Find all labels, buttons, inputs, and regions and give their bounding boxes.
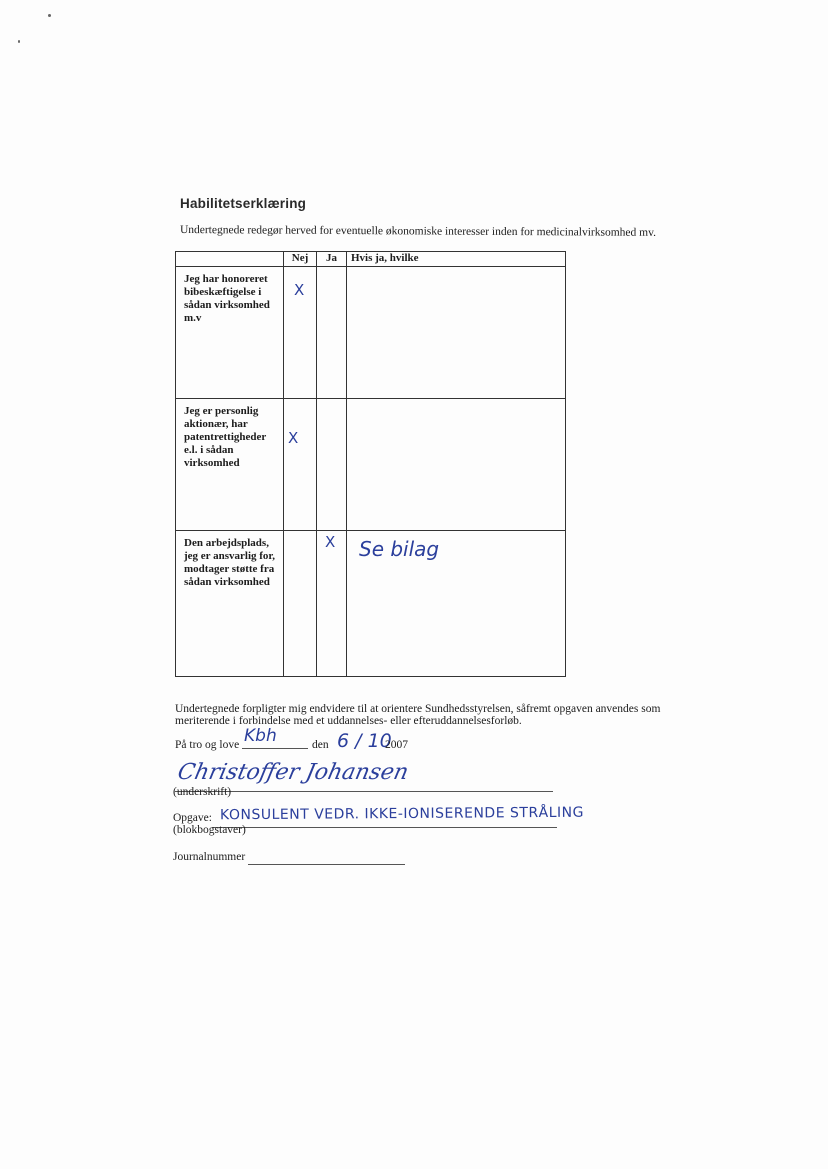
- year-text: 2007: [385, 739, 408, 751]
- opgave-sublabel: (blokbogstaver): [173, 824, 246, 836]
- header-hvilke: Hvis ja, hvilke: [347, 252, 566, 267]
- header-ja: Ja: [317, 252, 347, 267]
- question-cell: Den arbejdsplads, jeg er ansvarlig for, modtager støtte fra sådan virksomhed: [176, 531, 284, 677]
- place-value: Kbh: [244, 726, 277, 746]
- question-cell: Jeg har honoreret bibeskæftigelse i sådan virksomhed m.v: [176, 267, 284, 399]
- nej-cell[interactable]: [284, 267, 317, 399]
- journal-field[interactable]: [248, 853, 405, 865]
- header-blank: [176, 252, 284, 267]
- table-header-row: [176, 252, 566, 267]
- hvilke-cell[interactable]: [347, 399, 566, 531]
- signature-field[interactable]: [175, 779, 553, 792]
- ja-cell[interactable]: [317, 267, 347, 399]
- ja-cell[interactable]: [317, 399, 347, 531]
- header-nej: Nej: [284, 252, 317, 267]
- intro-text: Undertegnede redegør herved for eventuelle økonomiske interesser inden for medicinalvirksomhed mv.: [179, 224, 657, 239]
- den-label: den: [312, 739, 329, 751]
- scan-speck: [18, 40, 20, 43]
- obligation-paragraph: Undertegnede forpligter mig endvidere til at orientere Sundhedsstyrelsen, såfremt opgaven anvendes som meriterende i forbindelse med et uddannelses- eller efteruddannelsesforløb.: [175, 703, 661, 727]
- checkmark-x: X: [325, 533, 336, 551]
- table-row: [176, 267, 566, 399]
- nej-cell[interactable]: [284, 399, 317, 531]
- scan-speck: [48, 14, 51, 17]
- document-title: Habilitetserklæring: [180, 196, 307, 211]
- hvilke-cell[interactable]: [347, 267, 566, 399]
- checkmark-x: X: [288, 429, 299, 447]
- date-value: 6 / 10: [337, 730, 392, 752]
- table-row: [176, 399, 566, 531]
- nej-cell[interactable]: [284, 531, 317, 677]
- question-cell: Jeg er personlig aktionær, har patentrettigheder e.l. i sådan virksomhed: [176, 399, 284, 531]
- opgave-label: Opgave:: [173, 812, 212, 824]
- declaration-table: [175, 251, 566, 677]
- table-row: [176, 531, 566, 677]
- journal-label: Journalnummer: [173, 851, 246, 863]
- oath-label: På tro og love: [175, 739, 240, 751]
- signature-handwriting: Christoffer Johansen: [175, 760, 411, 785]
- signature-label: (underskrift): [173, 786, 232, 798]
- hvilke-text: Se bilag: [359, 537, 440, 561]
- checkmark-x: X: [294, 281, 305, 299]
- hvilke-cell[interactable]: [347, 531, 566, 677]
- ja-cell[interactable]: [317, 531, 347, 677]
- opgave-value: KONSULENT VEDR. IKKE-IONISERENDE STRÅLING: [219, 804, 585, 824]
